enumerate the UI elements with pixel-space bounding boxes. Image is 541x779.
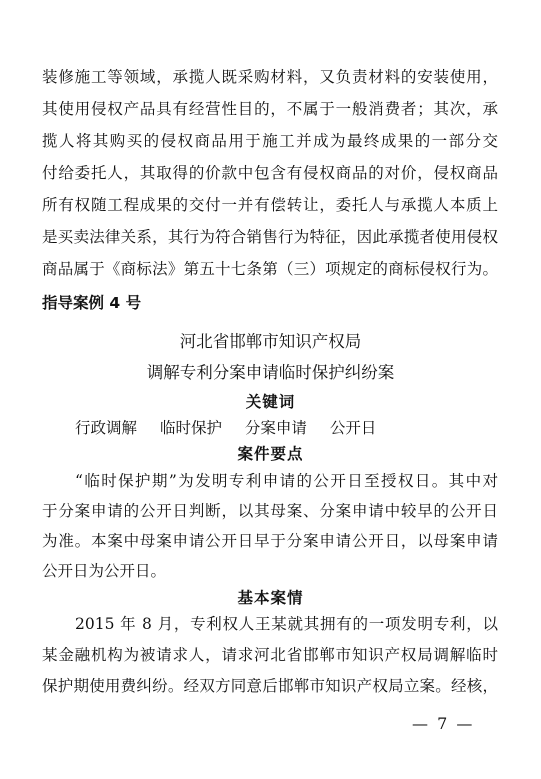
paragraph-line: 装修施工等领域，承揽人既采购材料，又负责材料的安装使用，: [42, 68, 498, 86]
case-title-line-2: 调解专利分案申请临时保护纠纷案: [146, 363, 395, 382]
basic-facts-line: 2015 年 8 月，专利权人王某就其拥有的一项发明专利，以: [75, 615, 498, 633]
keyword-item: 行政调解: [75, 419, 138, 437]
paragraph-line: 是买卖法律关系，其行为符合销售行为特征，因此承揽者使用侵权: [42, 228, 498, 246]
key-points-line: 于分案申请的公开日判断，以其母案、分案申请中较早的公开日: [42, 502, 498, 520]
keyword-item: 分案申请: [244, 419, 307, 437]
basic-facts-line: 某金融机构为被请求人，请求河北省邯郸市知识产权局调解临时: [42, 646, 498, 664]
keywords-list: [75, 418, 394, 438]
key-points-heading: 案件要点: [237, 444, 304, 463]
keyword-item: 临时保护: [159, 419, 222, 437]
key-points-line: “临时保护期”为发明专利申请的公开日至授权日。其中对: [75, 472, 498, 490]
case-number-label: 指导案例 4 号: [42, 294, 142, 312]
paragraph-line: 揽人将其购买的侵权商品用于施工并成为最终成果的一部分交: [42, 132, 498, 150]
keyword-item: 公开日: [329, 419, 377, 437]
case-title-line-1: 河北省邯郸市知识产权局: [179, 332, 362, 351]
basic-facts-heading: 基本案情: [237, 588, 304, 607]
paragraph-line: 付给委托人，其取得的价款中包含有侵权商品的对价，侵权商品: [42, 164, 498, 182]
key-points-line: 为准。本案中母案申请公开日早于分案申请公开日，以母案申请: [42, 532, 498, 550]
basic-facts-line: 保护期使用费纠纷。经双方同意后邯郸市知识产权局立案。经核，: [42, 677, 498, 695]
paragraph-line: 商品属于《商标法》第五十七条第（三）项规定的商标侵权行为。: [42, 260, 498, 278]
key-points-line: 公开日为公开日。: [42, 562, 167, 580]
paragraph-line: 其使用侵权产品具有经营性目的，不属于一般消费者；其次，承: [42, 100, 498, 118]
page-number: — 7 —: [412, 714, 475, 733]
paragraph-line: 所有权随工程成果的交付一并有偿转让，委托人与承揽人本质上: [42, 196, 498, 214]
keywords-heading: 关键词: [245, 392, 296, 411]
